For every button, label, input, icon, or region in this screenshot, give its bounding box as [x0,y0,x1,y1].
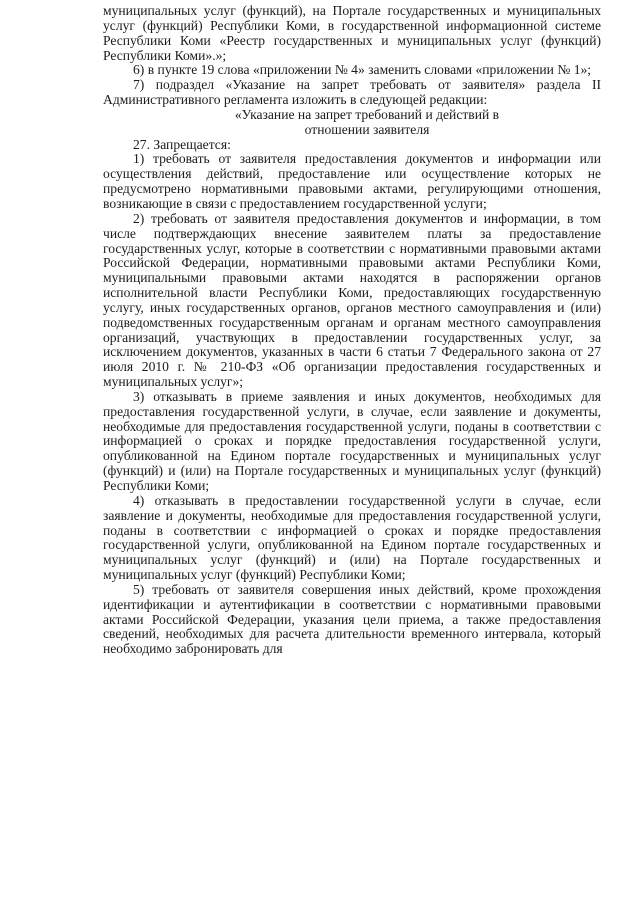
section-heading-line-2: отношении заявителя [304,121,430,137]
section-heading-line-1: «Указание на запрет требований и действий в [234,106,500,122]
clause-27-item-3: 3) отказывать в приеме заявления и иных документов, необходимых для предоставления государственной услуги, в случае, если заявление и документы, необходимые для предоставления государственной услуги, поданы в соответствии с информацией о сроках и порядке предоставления государственной услуги, опубликованной на Едином портале государственных и муниципальных услуг (функций) и (или) на Портале государственных и муниципальных услуг (функций) Республики Коми; [103,388,601,493]
paragraph-item-7: 7) подраздел «Указание на запрет требовать от заявителя» раздела II Административного регламента изложить в следующей редакции: [103,77,601,108]
clause-27-item-2: 2) требовать от заявителя предоставления документов и информации, в том числе подтверждающих внесение заявителем платы за предоставление государственных услуг, которые в соответствии с нормативными правовыми актами Российской Федерации, нормативными правовыми актами Республики Коми, муниципальными правовыми актами находятся в распоряжении органов исполнительной власти Республики Коми, предоставляющих государственную услугу, иных государственных органов, органов местного самоуправления и (или) подведомственных государственным органам и органам местного самоуправления организаций, участвующих в предоставлении государственных услуг, за исключением документов, указанных в части 6 статьи 7 Федерального закона от 27 июля 2010 г. № 210-ФЗ «Об организации предоставления государственных и муниципальных услуг»; [103,210,601,390]
paragraph-continuation: муниципальных услуг (функций), на Портале государственных и муниципальных услуг (функций) Республики Коми, в государственной информационной системе Республики Коми «Реестр государственных и муниципальных услуг (функций) Республики Коми».»; [103,3,601,63]
clause-27-item-5: 5) требовать от заявителя совершения иных действий, кроме прохождения идентификации и аутентификации в соответствии с нормативными правовыми актами Российской Федерации, указания цели приема, а также предоставления сведений, необходимых для расчета длительности временного интервала, который необходимо забронировать для [103,581,601,657]
section-heading [103,108,601,138]
paragraph-item-6: 6) в пункте 19 слова «приложении № 4» заменить словами «приложении № 1»; [133,62,592,78]
document-page [103,4,601,657]
clause-27-item-1: 1) требовать от заявителя предоставления документов и информации или осуществления действий, предоставление или осуществление которых не предусмотрено нормативными правовыми актами, регулирующими отношения, возникающие в связи с предоставлением государственной услуги; [103,151,601,211]
clause-27: 27. Запрещается: [133,136,231,152]
clause-27-item-4: 4) отказывать в предоставлении государственной услуги в случае, если заявление и документы, необходимые для предоставления государственной услуги, поданы в соответствии с информацией о сроках и порядке предоставления государственной услуги, опубликованной на Едином портале государственных и муниципальных услуг (функций) и (или) на Портале государственных и муниципальных услуг (функций) Республики Коми; [103,492,601,583]
